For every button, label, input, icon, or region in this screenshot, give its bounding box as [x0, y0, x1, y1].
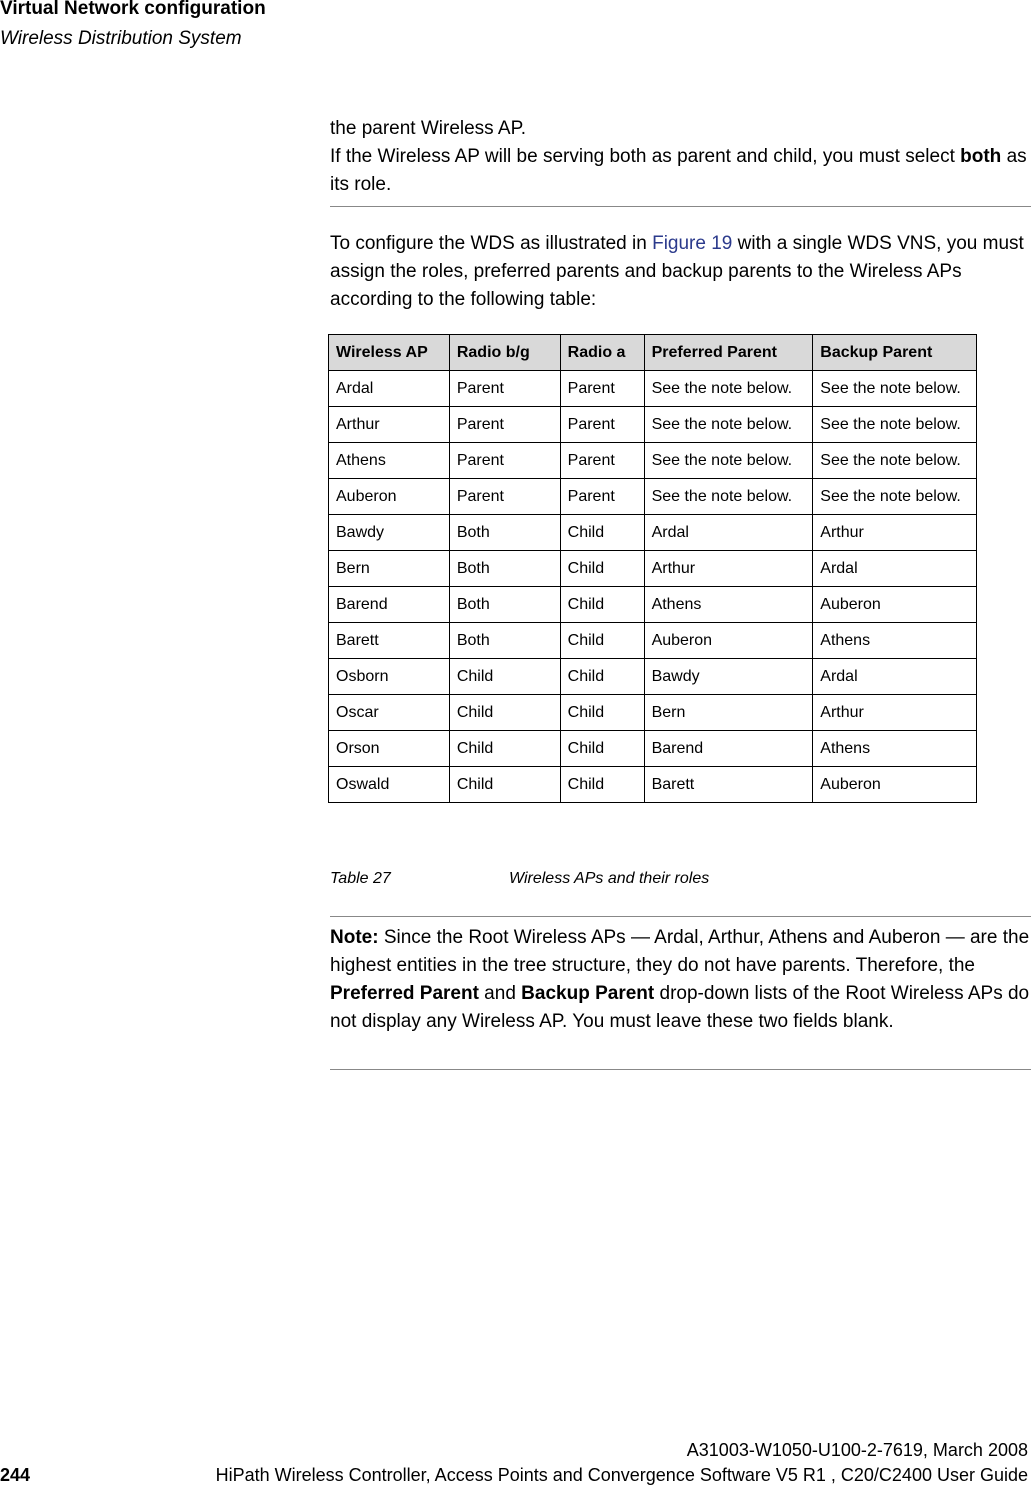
- cell: Parent: [449, 407, 560, 443]
- footer-line: [0, 1465, 1028, 1486]
- cell: Ardal: [644, 515, 813, 551]
- header-radio-bg: Radio b/g: [449, 335, 560, 371]
- note-text-3: drop-down lists of the Root Wireless APs do not display any Wireless AP. You must leave these two fields blank.: [330, 983, 1030, 1032]
- cell: Bawdy: [644, 659, 813, 695]
- cell: Child: [560, 515, 644, 551]
- cell: Parent: [560, 371, 644, 407]
- cell: Arthur: [813, 515, 977, 551]
- note-text-1: Since the Root Wireless APs — Ardal, Arthur, Athens and Auberon — are the highest entities in the tree structure, they do not have parents. Therefore, the: [330, 927, 1030, 976]
- table-header-row: [329, 335, 977, 371]
- header-wireless-ap: Wireless AP: [329, 335, 450, 371]
- cell: Athens: [329, 443, 450, 479]
- wireless-ap-roles-table: [328, 334, 977, 803]
- table-row: [329, 551, 977, 587]
- cell: Ardal: [329, 371, 450, 407]
- table-row: [329, 443, 977, 479]
- intro-line-1: the parent Wireless AP.: [330, 118, 527, 139]
- table-row: [329, 659, 977, 695]
- table-row: [329, 695, 977, 731]
- table-caption: [330, 870, 709, 888]
- cell: Child: [560, 551, 644, 587]
- cell: Bern: [329, 551, 450, 587]
- intro-tail: as its role.: [330, 146, 1027, 195]
- divider: [330, 916, 1031, 917]
- cell: Child: [449, 695, 560, 731]
- cell: Arthur: [813, 695, 977, 731]
- note-label: Note:: [330, 927, 379, 948]
- cell: Arthur: [644, 551, 813, 587]
- cell: Child: [560, 623, 644, 659]
- table-row: [329, 587, 977, 623]
- cell: Athens: [644, 587, 813, 623]
- cell: Child: [560, 659, 644, 695]
- cell: Both: [449, 551, 560, 587]
- cell: Child: [560, 587, 644, 623]
- table-row: [329, 731, 977, 767]
- guide-title: HiPath Wireless Controller, Access Points and Convergence Software V5 R1 , C20/C2400 User Guide: [215, 1465, 1028, 1485]
- cell: Auberon: [813, 767, 977, 803]
- note-block: [330, 924, 1030, 1036]
- cell: See the note below.: [644, 443, 813, 479]
- cell: Oscar: [329, 695, 450, 731]
- cell: Barend: [329, 587, 450, 623]
- cell: Auberon: [329, 479, 450, 515]
- cell: Auberon: [644, 623, 813, 659]
- cell: Auberon: [813, 587, 977, 623]
- intro-paragraph: [330, 115, 1030, 199]
- cell: Ardal: [813, 659, 977, 695]
- intro-line-2: [330, 143, 1030, 199]
- cell: Child: [560, 767, 644, 803]
- header-radio-a: Radio a: [560, 335, 644, 371]
- note-bold-backup-parent: Backup Parent: [521, 983, 655, 1004]
- cell: Parent: [560, 479, 644, 515]
- note-text-2: and: [478, 983, 522, 1004]
- cell: Oswald: [329, 767, 450, 803]
- table-row: [329, 767, 977, 803]
- cell: Parent: [560, 407, 644, 443]
- cell: Athens: [813, 731, 977, 767]
- cell: Bawdy: [329, 515, 450, 551]
- cell: Bern: [644, 695, 813, 731]
- table-row: [329, 479, 977, 515]
- note-bold-preferred-parent: Preferred Parent: [330, 983, 479, 1004]
- config-text-post: with a single WDS VNS, you must assign the roles, preferred parents and backup parents to the Wireless APs according to the following table:: [330, 233, 1024, 310]
- intro-line-2-text: If the Wireless AP will be serving both as parent and child, you must select: [330, 146, 955, 167]
- divider: [330, 1069, 1031, 1070]
- table-row: [329, 371, 977, 407]
- table-row: [329, 623, 977, 659]
- cell: Parent: [449, 443, 560, 479]
- intro-bold-both: both: [960, 146, 1002, 167]
- cell: Barett: [329, 623, 450, 659]
- page-number: 244: [0, 1465, 31, 1485]
- note-text: [330, 924, 1030, 1036]
- cell: Both: [449, 587, 560, 623]
- cell: Child: [449, 731, 560, 767]
- cell: Athens: [813, 623, 977, 659]
- cell: See the note below.: [644, 371, 813, 407]
- page-header-subtitle: Wireless Distribution System: [0, 28, 242, 49]
- cell: See the note below.: [813, 407, 977, 443]
- table-row: [329, 407, 977, 443]
- cell: See the note below.: [813, 371, 977, 407]
- cell: Child: [449, 767, 560, 803]
- config-text: [330, 230, 1030, 314]
- cell: Both: [449, 623, 560, 659]
- cell: Parent: [560, 443, 644, 479]
- table-caption-number: Table 27: [330, 870, 391, 887]
- table-row: [329, 515, 977, 551]
- header-backup-parent: Backup Parent: [813, 335, 977, 371]
- cell: See the note below.: [813, 479, 977, 515]
- cell: Barett: [644, 767, 813, 803]
- cell: See the note below.: [644, 407, 813, 443]
- cell: Ardal: [813, 551, 977, 587]
- cell: Osborn: [329, 659, 450, 695]
- cell: Arthur: [329, 407, 450, 443]
- figure-19-link[interactable]: Figure 19: [652, 233, 733, 254]
- cell: See the note below.: [813, 443, 977, 479]
- cell: Parent: [449, 479, 560, 515]
- table-caption-text: Wireless APs and their roles: [509, 870, 710, 887]
- cell: Child: [449, 659, 560, 695]
- cell: See the note below.: [644, 479, 813, 515]
- footer-doc-id: A31003-W1050-U100-2-7619, March 2008: [686, 1440, 1028, 1460]
- config-paragraph: [330, 230, 1030, 314]
- header-preferred-parent: Preferred Parent: [644, 335, 813, 371]
- cell: Barend: [644, 731, 813, 767]
- cell: Child: [560, 731, 644, 767]
- cell: Orson: [329, 731, 450, 767]
- cell: Child: [560, 695, 644, 731]
- page-header-title: Virtual Network configuration: [0, 0, 266, 19]
- divider: [330, 206, 1031, 207]
- cell: Both: [449, 515, 560, 551]
- config-text-pre: To configure the WDS as illustrated in: [330, 233, 653, 254]
- cell: Parent: [449, 371, 560, 407]
